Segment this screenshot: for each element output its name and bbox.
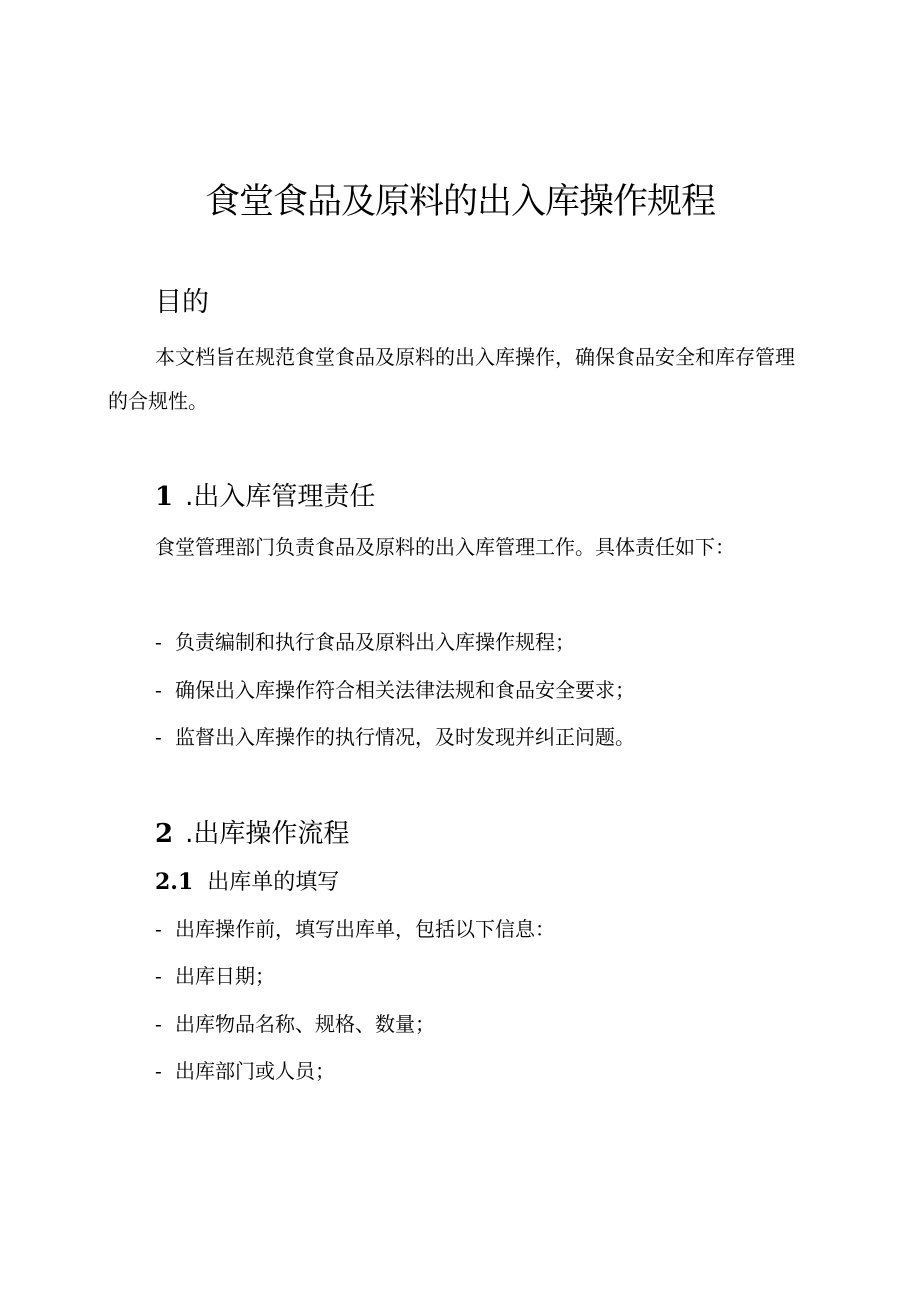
section-1-intro: 食堂管理部门负责食品及原料的出入库管理工作。具体责任如下： [155, 535, 735, 559]
list-dash: - [155, 1012, 162, 1036]
list-dash: - [155, 917, 162, 941]
list-dash: - [155, 1059, 162, 1083]
list-item-text: 出库物品名称、规格、数量； [175, 1012, 435, 1036]
list-item [155, 961, 275, 991]
list-item-text: 确保出入库操作符合相关法律法规和食品安全要求； [175, 678, 635, 702]
section-2-number: 2 [155, 819, 174, 849]
list-item-text: 负责编制和执行食品及原料出入库操作规程； [175, 630, 575, 654]
list-item [155, 627, 575, 657]
list-item-text: 出库日期； [175, 964, 275, 988]
subsection-2-1-title: 出库单的填写 [207, 870, 340, 895]
list-item-text: 监督出入库操作的执行情况，及时发现并纠正问题。 [175, 725, 635, 749]
list-item [155, 914, 555, 944]
document-title: 食堂食品及原料的出入库操作规程 [204, 182, 715, 222]
list-dash: - [155, 678, 162, 702]
section-1-number: 1 [155, 482, 174, 512]
list-item [155, 1056, 335, 1086]
list-item [155, 1009, 435, 1039]
section-1-title: .出入库管理责任 [185, 482, 376, 512]
subsection-2-1-heading [155, 866, 339, 899]
purpose-paragraph: 本文档旨在规范食堂食品及原料的出入库操作，确保食品安全和库存管理的合规性。 [108, 345, 795, 413]
list-dash: - [155, 964, 162, 988]
list-item-text: 出库部门或人员； [175, 1059, 335, 1083]
list-dash: - [155, 725, 162, 749]
list-item [155, 722, 635, 752]
list-item [155, 675, 635, 705]
section-1-heading [155, 477, 375, 517]
list-item-text: 出库操作前，填写出库单，包括以下信息： [175, 917, 555, 941]
purpose-heading: 目的 [155, 287, 209, 318]
section-2-heading [155, 814, 349, 854]
list-dash: - [155, 630, 162, 654]
subsection-2-1-number: 2.1 [155, 869, 194, 895]
section-2-title: .出库操作流程 [185, 819, 350, 849]
